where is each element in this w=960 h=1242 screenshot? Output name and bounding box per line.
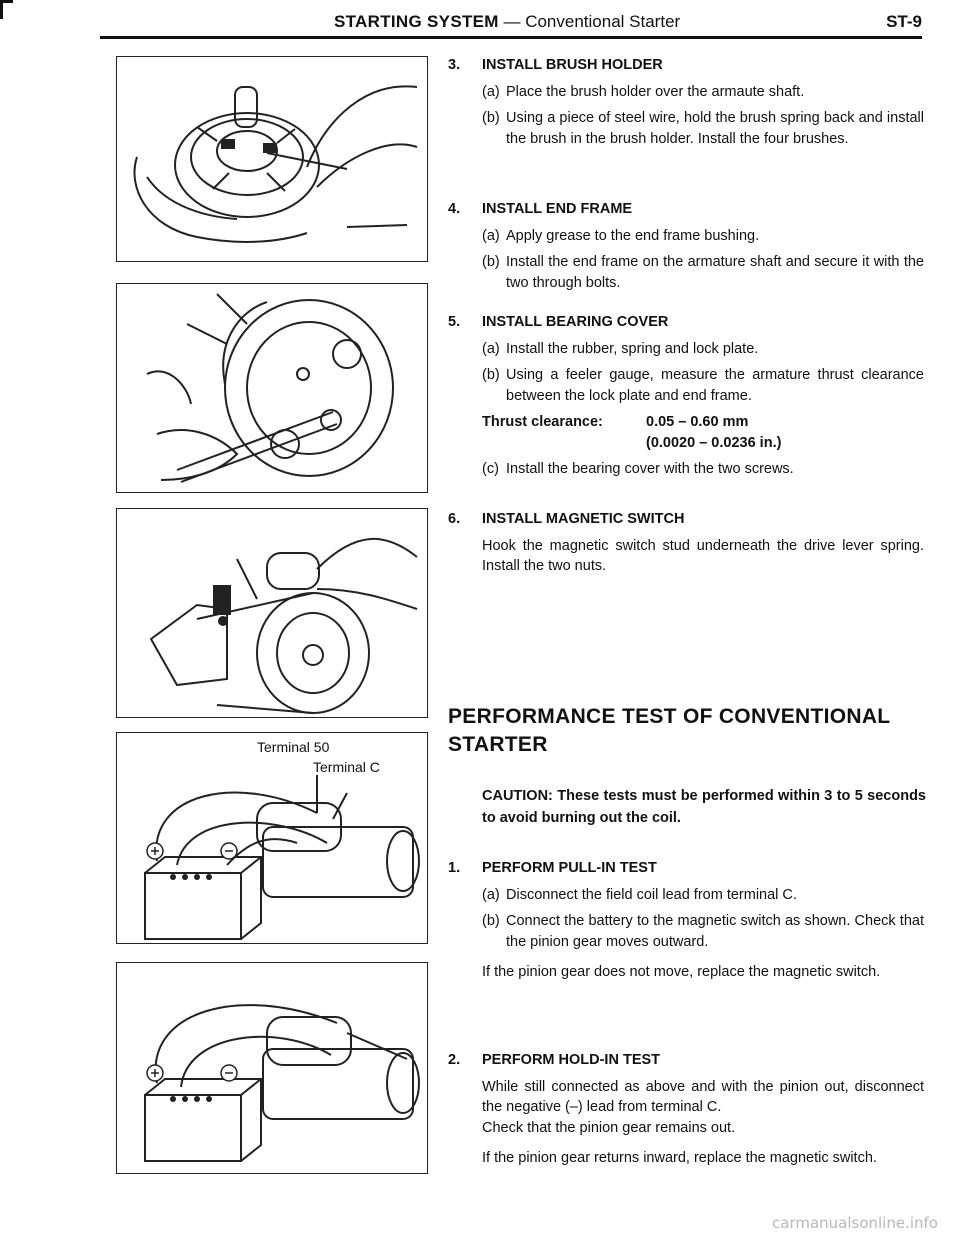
header-title	[334, 12, 680, 32]
thrust-clearance-spec	[482, 412, 924, 453]
step-install-brush-holder	[448, 55, 924, 149]
step-title: INSTALL MAGNETIC SWITCH	[482, 511, 685, 527]
bearing-cover-illustration	[117, 284, 427, 492]
step-text: Hook the magnetic switch stud underneath the drive lever spring. Install the two nuts.	[482, 537, 924, 575]
sub-text: Apply grease to the end frame bushing.	[506, 227, 760, 244]
step-install-bearing-cover	[448, 312, 924, 480]
figure-hold-in-test	[116, 962, 428, 1174]
spec-label: Thrust clearance:	[482, 414, 603, 431]
header-rule	[100, 36, 922, 39]
page-header	[100, 6, 928, 38]
sub-letter: (b)	[482, 367, 500, 384]
sub-text: Using a feeler gauge, measure the armature thrust clearance between the lock plate and end frame.	[506, 367, 924, 404]
caution-note: CAUTION: These tests must be performed within 3 to 5 seconds to avoid burning out the coil.	[482, 788, 926, 827]
sub-text: Install the end frame on the armature shaft and secure it with the two through bolts.	[506, 254, 924, 291]
sub-text: Using a piece of steel wire, hold the brush spring back and install the brush in the brush holder. Install the four brushes.	[506, 110, 924, 147]
label-terminal-c: Terminal C	[313, 759, 380, 775]
step-text-check: Check that the pinion gear remains out.	[482, 1119, 736, 1136]
step-note: If the pinion gear does not move, replace the magnetic switch.	[482, 964, 881, 981]
step-title: INSTALL END FRAME	[482, 201, 633, 217]
header-separator: —	[498, 12, 526, 31]
sub-letter: (a)	[482, 340, 500, 357]
step-text: While still connected as above and with the pinion out, disconnect the negative (–) lead from terminal C.	[482, 1078, 924, 1116]
magnetic-switch-illustration	[117, 509, 427, 717]
pull-in-test-illustration	[117, 733, 427, 943]
step-title: INSTALL BRUSH HOLDER	[482, 57, 663, 73]
step-number: 6.	[448, 511, 461, 527]
figure-magnetic-switch	[116, 508, 428, 718]
step-note: If the pinion gear returns inward, replace the magnetic switch.	[482, 1150, 877, 1167]
step-number: 1.	[448, 860, 461, 876]
figure-pull-in-test	[116, 732, 428, 944]
sub-letter: (b)	[482, 254, 500, 271]
watermark: carmanualsonline.info	[772, 1214, 938, 1232]
step-number: 4.	[448, 201, 461, 217]
step-title: PERFORM PULL-IN TEST	[482, 860, 657, 876]
sub-letter: (a)	[482, 227, 500, 244]
label-terminal-50: Terminal 50	[257, 739, 330, 755]
figure-brush-holder	[116, 56, 428, 262]
step-pull-in-test	[448, 858, 924, 983]
step-title: PERFORM HOLD-IN TEST	[482, 1052, 661, 1068]
step-number: 3.	[448, 57, 461, 73]
step-number: 5.	[448, 314, 461, 330]
header-subsection: Conventional Starter	[525, 12, 681, 31]
section-title-performance-test: PERFORMANCE TEST OF CONVENTIONAL STARTER	[448, 705, 891, 757]
step-install-magnetic-switch	[448, 509, 924, 577]
figure-bearing-cover	[116, 283, 428, 493]
hold-in-test-illustration	[117, 963, 427, 1173]
sub-letter: (b)	[482, 913, 500, 930]
header-section: STARTING SYSTEM	[334, 12, 499, 31]
page-number: ST-9	[886, 12, 922, 31]
sub-text: Disconnect the field coil lead from terminal C.	[506, 886, 797, 903]
sub-text: Connect the battery to the magnetic switch as shown. Check that the pinion gear moves outward.	[506, 913, 924, 950]
spec-value-in: (0.0020 – 0.0236 in.)	[646, 434, 782, 451]
sub-letter: (b)	[482, 110, 500, 127]
sub-letter: (a)	[482, 886, 500, 903]
sub-letter: (a)	[482, 83, 500, 100]
step-title: INSTALL BEARING COVER	[482, 314, 669, 330]
step-hold-in-test	[448, 1050, 924, 1169]
sub-text: Install the bearing cover with the two screws.	[506, 461, 794, 478]
corner-mark	[0, 0, 13, 19]
sub-letter: (c)	[482, 461, 499, 478]
step-number: 2.	[448, 1052, 461, 1068]
spec-value-mm: 0.05 – 0.60 mm	[646, 414, 749, 431]
step-install-end-frame	[448, 199, 924, 293]
sub-text: Place the brush holder over the armaute shaft.	[506, 83, 805, 100]
brush-holder-illustration	[117, 57, 427, 261]
sub-text: Install the rubber, spring and lock plate.	[506, 340, 759, 357]
